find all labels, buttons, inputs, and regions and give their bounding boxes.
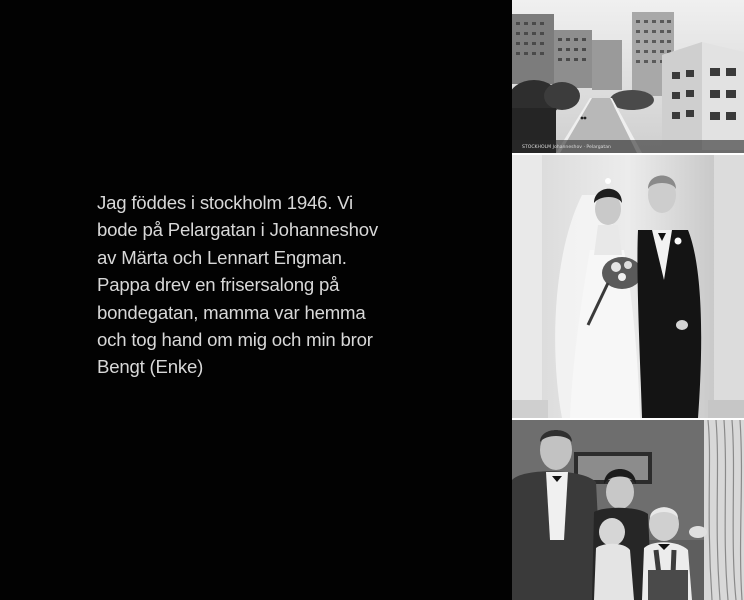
street-photo-caption: STOCKHOLM Johanneshov · Pelargatan	[522, 145, 611, 150]
street-photo	[512, 0, 744, 153]
story-line: av Märta och Lennart Engman.	[97, 246, 347, 268]
family-photo	[512, 420, 744, 600]
wedding-photo	[512, 155, 744, 418]
story-paragraph	[97, 189, 427, 381]
story-line: Jag föddes i stockholm 1946. Vi	[97, 192, 353, 213]
story-line: och tog hand om mig och min bror	[97, 329, 373, 351]
story-line: bondegatan, mamma var hemma	[97, 301, 366, 323]
story-line: Bengt (Enke)	[97, 356, 204, 378]
photo-column	[512, 0, 744, 600]
story-line: Pappa drev en frisersalong på	[97, 274, 340, 296]
story-line: bode på Pelargatan i Johanneshov	[97, 219, 378, 241]
